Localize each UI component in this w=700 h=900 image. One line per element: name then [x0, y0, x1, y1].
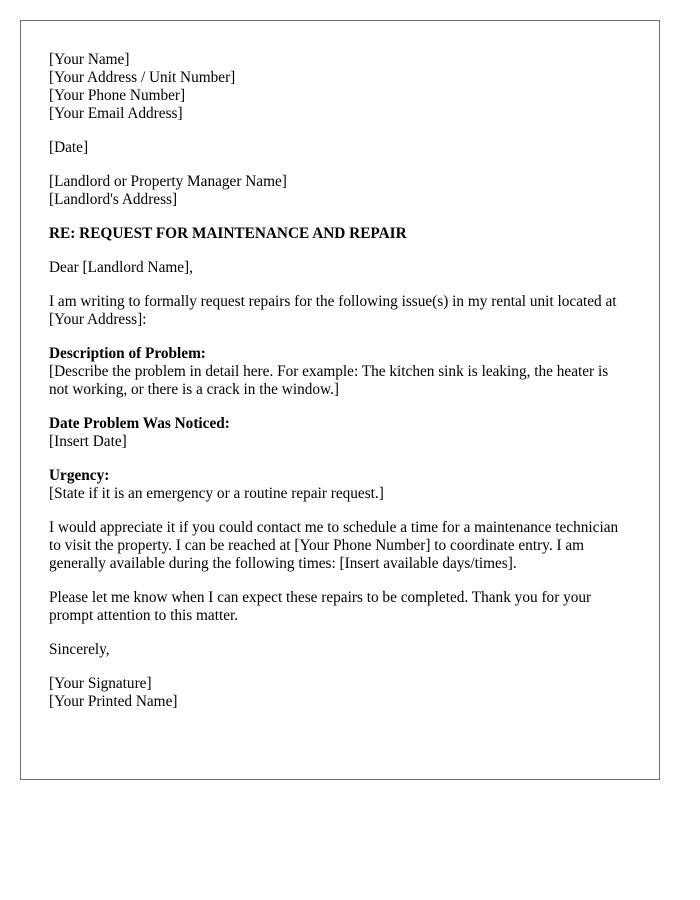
- section-heading: Date Problem Was Noticed:: [49, 415, 230, 432]
- section-body: [Insert Date]: [49, 433, 127, 450]
- section-heading: Urgency:: [49, 467, 110, 484]
- closing-paragraph: [49, 589, 631, 625]
- recipient-block: [49, 173, 631, 209]
- subject-line: RE: REQUEST FOR MAINTENANCE AND REPAIR: [49, 225, 407, 242]
- contact-paragraph: [49, 519, 631, 573]
- letter-page: [20, 20, 660, 780]
- salutation: Dear [Landlord Name],: [49, 259, 193, 276]
- sender-email: [Your Email Address]: [49, 105, 183, 122]
- intro-text: I am writing to formally request repairs for the following issue(s) in my rental unit located at [Your Address]:: [49, 293, 617, 328]
- signoff-block: [49, 641, 631, 659]
- signoff: Sincerely,: [49, 641, 110, 658]
- date-block: [49, 139, 631, 157]
- signature-line: [Your Signature]: [49, 675, 152, 692]
- sender-block: [49, 51, 631, 123]
- date-noticed-section: [49, 415, 631, 451]
- recipient-address: [Landlord's Address]: [49, 191, 178, 208]
- section-body: [Describe the problem in detail here. For example: The kitchen sink is leaking, the heater is not working, or there is a crack in the window.]: [49, 363, 609, 398]
- sender-address: [Your Address / Unit Number]: [49, 69, 236, 86]
- problem-description-section: [49, 345, 631, 399]
- urgency-section: [49, 467, 631, 503]
- sender-phone: [Your Phone Number]: [49, 87, 186, 104]
- letter-date: [Date]: [49, 139, 89, 156]
- contact-text: I would appreciate it if you could contact me to schedule a time for a maintenance technician to visit the property. I can be reached at [Your Phone Number] to coordinate entry. I am generally available during the following times: [Insert available days/times].: [49, 519, 619, 572]
- section-body: [State if it is an emergency or a routine repair request.]: [49, 485, 384, 502]
- closing-text: Please let me know when I can expect these repairs to be completed. Thank you for your prompt attention to this matter.: [49, 589, 592, 624]
- intro-paragraph: [49, 293, 631, 329]
- section-heading: Description of Problem:: [49, 345, 206, 362]
- salutation-block: [49, 259, 631, 277]
- printed-name: [Your Printed Name]: [49, 693, 178, 710]
- subject-block: [49, 225, 631, 243]
- recipient-name: [Landlord or Property Manager Name]: [49, 173, 287, 190]
- sender-name: [Your Name]: [49, 51, 130, 68]
- signature-block: [49, 675, 631, 711]
